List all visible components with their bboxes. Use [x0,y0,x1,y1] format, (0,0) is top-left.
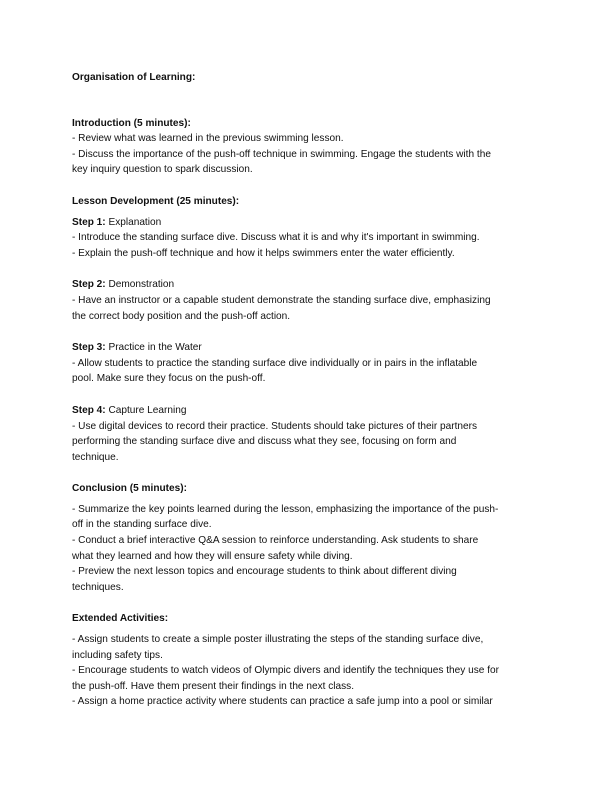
step-4-header [72,403,542,419]
step-3-title: Practice in the Water [105,342,202,354]
step-4-title: Capture Learning [105,404,187,416]
document-page [72,70,542,710]
step-1-header [72,215,542,231]
conclusion-line: - Summarize the key points learned during the lesson, emphasizing the importance of the push- [72,503,499,515]
conclusion-section [72,481,542,595]
step-2-line: - Have an instructor or a capable student demonstrate the standing surface dive, emphasizing [72,294,491,306]
conclusion-line: off in the standing surface dive. [72,519,212,531]
step-4-line: technique. [72,451,119,463]
step-2-line: the correct body position and the push-off action. [72,310,291,322]
conclusion-line: techniques. [72,581,124,593]
step-3-section [72,340,542,387]
introduction-line: key inquiry question to spark discussion. [72,164,253,176]
step-2-header [72,277,542,293]
step-3-line: pool. Make sure they focus on the push-off. [72,373,266,385]
step-3-line: - Allow students to practice the standing surface dive individually or in pairs in the inflatable [72,357,478,369]
step-1-section [72,215,542,262]
lesson-development-heading: Lesson Development (25 minutes): [72,195,240,207]
step-4-label: Step 4: [72,404,106,416]
introduction-line: - Review what was learned in the previous swimming lesson. [72,133,344,145]
step-4-line: - Use digital devices to record their practice. Students should take pictures of their partners [72,420,478,432]
extended-activities-line: including safety tips. [72,649,163,661]
conclusion-line: - Conduct a brief interactive Q&A session to reinforce understanding. Ask students to share [72,535,479,547]
step-2-title: Demonstration [105,279,175,291]
step-2-section [72,277,542,324]
step-2-label: Step 2: [72,279,106,291]
step-4-section [72,403,542,465]
extended-activities-section [72,611,542,710]
introduction-line: - Discuss the importance of the push-off technique in swimming. Engage the students with the [72,148,491,160]
extended-activities-heading: Extended Activities: [72,613,169,625]
conclusion-line: - Preview the next lesson topics and encourage students to think about different diving [72,566,457,578]
extended-activities-line: - Encourage students to watch videos of Olympic divers and identify the techniques they use for [72,665,499,677]
document-title: Organisation of Learning: [72,72,196,83]
step-1-line: - Explain the push-off technique and how it helps swimmers enter the water efficiently. [72,247,455,259]
step-1-title: Explanation [105,216,162,228]
introduction-section [72,116,542,178]
step-4-line: performing the standing surface dive and discuss what they see, focusing on form and [72,436,457,448]
conclusion-line: what they learned and how they will ensure safety while diving. [72,550,353,562]
extended-activities-line: - Assign students to create a simple poster illustrating the steps of the standing surface dive, [72,634,484,646]
conclusion-heading: Conclusion (5 minutes): [72,483,187,495]
step-3-header [72,340,542,356]
step-1-label: Step 1: [72,216,106,228]
step-1-line: - Introduce the standing surface dive. Discuss what it is and why it's important in swimming. [72,232,480,244]
step-3-label: Step 3: [72,342,106,354]
introduction-heading: Introduction (5 minutes): [72,117,191,129]
extended-activities-line: - Assign a home practice activity where students can practice a safe jump into a pool or similar [72,696,493,708]
extended-activities-line: the push-off. Have them present their findings in the next class. [72,680,355,692]
